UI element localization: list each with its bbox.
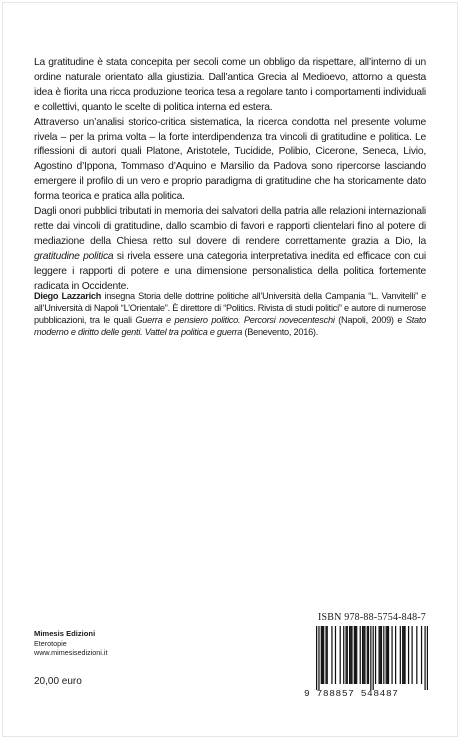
barcode-bar: [367, 626, 368, 684]
blurb-paragraph-1: La gratitudine è stata concepita per secoli come un obbligo da rispettare, all’interno di un ordine naturale orientato alla giustizia. Dall’antica Grecia al Medioevo, attorno a questa idea è fiorita una ricca produzione teorica tesa a regolare tanto i comportamenti individuali e collettivi, quanto le scelte di politica interna ed estera.: [34, 57, 426, 113]
barcode-digits: [304, 688, 434, 699]
barcode-bar: [356, 626, 357, 684]
barcode-bars-icon: [316, 626, 428, 690]
barcode-bar: [360, 626, 361, 684]
isbn-barcode-block: [304, 612, 432, 710]
barcode-bar: [340, 626, 341, 684]
barcode-bar: [375, 626, 376, 684]
price: 20,00 euro: [34, 676, 82, 687]
barcode-bar: [408, 626, 409, 684]
barcode-bar: [416, 626, 417, 684]
barcode-bar: [368, 626, 369, 684]
barcode-bar: [362, 626, 363, 684]
barcode-bar: [345, 626, 346, 684]
barcode-digit-first: 9: [304, 688, 311, 699]
barcode-bar: [355, 626, 356, 684]
barcode-bar: [373, 626, 374, 690]
blurb-paragraph-3-part-a: Dagli onori pubblici tributati in memoria dei salvatori della patria alle relazioni internazionali rette dai vincoli di gratitudine, dallo scambio di favori e rapporti clientelari fino al potere di mediazione della Chiesa retto sul dovere di rendere correttamente grazia a Dio, la: [34, 206, 426, 247]
barcode-bar: [427, 626, 428, 690]
barcode-bar: [335, 626, 336, 684]
barcode-bar: [403, 626, 404, 684]
blurb-paragraph-3-part-b: si rivela essere una categoria interpretativa inedita ed efficace con cui leggere i rapporti di potere e una dimensione personalistica della politica fortemente radicata in Occidente.: [34, 250, 427, 292]
barcode-bar: [400, 626, 401, 684]
publisher-series: Eterotopie: [34, 638, 67, 648]
author-bio-text-b: (Napoli, 2009) e: [334, 315, 406, 325]
publisher-block: [34, 629, 108, 658]
barcode-bar: [388, 626, 389, 684]
barcode-bar: [351, 626, 352, 684]
barcode-bar: [370, 626, 371, 690]
publisher-website: www.mimesisedizioni.it: [34, 648, 108, 657]
barcode-bar: [343, 626, 344, 684]
blurb-italic-term: gratitudine politica: [34, 250, 114, 262]
isbn-label: ISBN 978-88-5754-848-7: [318, 612, 427, 623]
barcode-bar: [381, 626, 382, 684]
barcode-bar: [318, 626, 319, 690]
barcode-bar: [316, 626, 317, 690]
barcode-digits-left: 788857: [316, 688, 355, 699]
barcode-bar: [350, 626, 351, 684]
barcode-bar: [323, 626, 324, 684]
barcode-bar: [321, 626, 322, 684]
barcode-bar: [354, 626, 355, 684]
barcode-bar: [322, 626, 323, 684]
barcode-bar: [378, 626, 379, 684]
barcode-bar: [424, 626, 425, 690]
barcode-bar: [391, 626, 392, 684]
author-bio-text-a: insegna Storia delle dottrine politiche all’Università della Campania “L. Vanvitelli” e all’Università di Napoli “L’Orientale”. È direttore di “Politics. Rivista di studi politici” e autore di numerose pubblicazioni, tra le quali: [34, 291, 426, 325]
author-book-1: Guerra e pensiero politico. Percorsi novecenteschi: [135, 315, 335, 325]
barcode-bar: [404, 626, 405, 684]
barcode-bar: [402, 626, 403, 684]
barcode-bar: [363, 626, 364, 684]
barcode-bar: [421, 626, 422, 684]
barcode-bar: [327, 626, 328, 684]
barcode-bar: [395, 626, 396, 684]
barcode-bar: [364, 626, 365, 684]
barcode-bar: [383, 626, 384, 684]
author-bio-paragraph: [34, 290, 426, 338]
barcode-bar: [386, 626, 387, 684]
barcode-bar: [387, 626, 388, 684]
barcode-digits-right: 548487: [360, 688, 399, 699]
barcode-bar: [349, 626, 350, 684]
barcode-bar: [325, 626, 326, 684]
barcode-bar: [380, 626, 381, 684]
barcode-bar: [331, 626, 332, 684]
author-book-2: Stato moderno e diritto delle genti. Vattel tra politica e guerra: [34, 315, 427, 337]
author-bio: [34, 290, 426, 338]
blurb-paragraph-3: [34, 205, 426, 294]
back-cover-blurb: [34, 56, 426, 295]
author-name: Diego Lazzarich: [34, 291, 102, 301]
barcode-bar: [411, 626, 412, 684]
publisher-name: Mimesis Edizioni: [34, 629, 96, 638]
barcode-bar: [347, 626, 348, 684]
blurb-paragraph-2: Attraverso un’analisi storico-critica sistematica, la ricerca condotta nel presente volume rivela – per la prima volta – la forte interdipendenza tra vincoli di gratitudine e politica. Le riflessioni di autori quali Platone, Aristotele, Tucidide, Polibio, Cicerone, Seneca, Livio, Agostino d’Ippona, Tommaso d’Aquino e Marsilio da Padova sono ripercorse lasciando emergere il profilo di un vero e proprio paradigma di gratitudine che ha storicamente dato forma teorica e pratica alla politica.: [34, 116, 426, 203]
author-bio-text-c: (Benevento, 2016).: [242, 327, 319, 337]
